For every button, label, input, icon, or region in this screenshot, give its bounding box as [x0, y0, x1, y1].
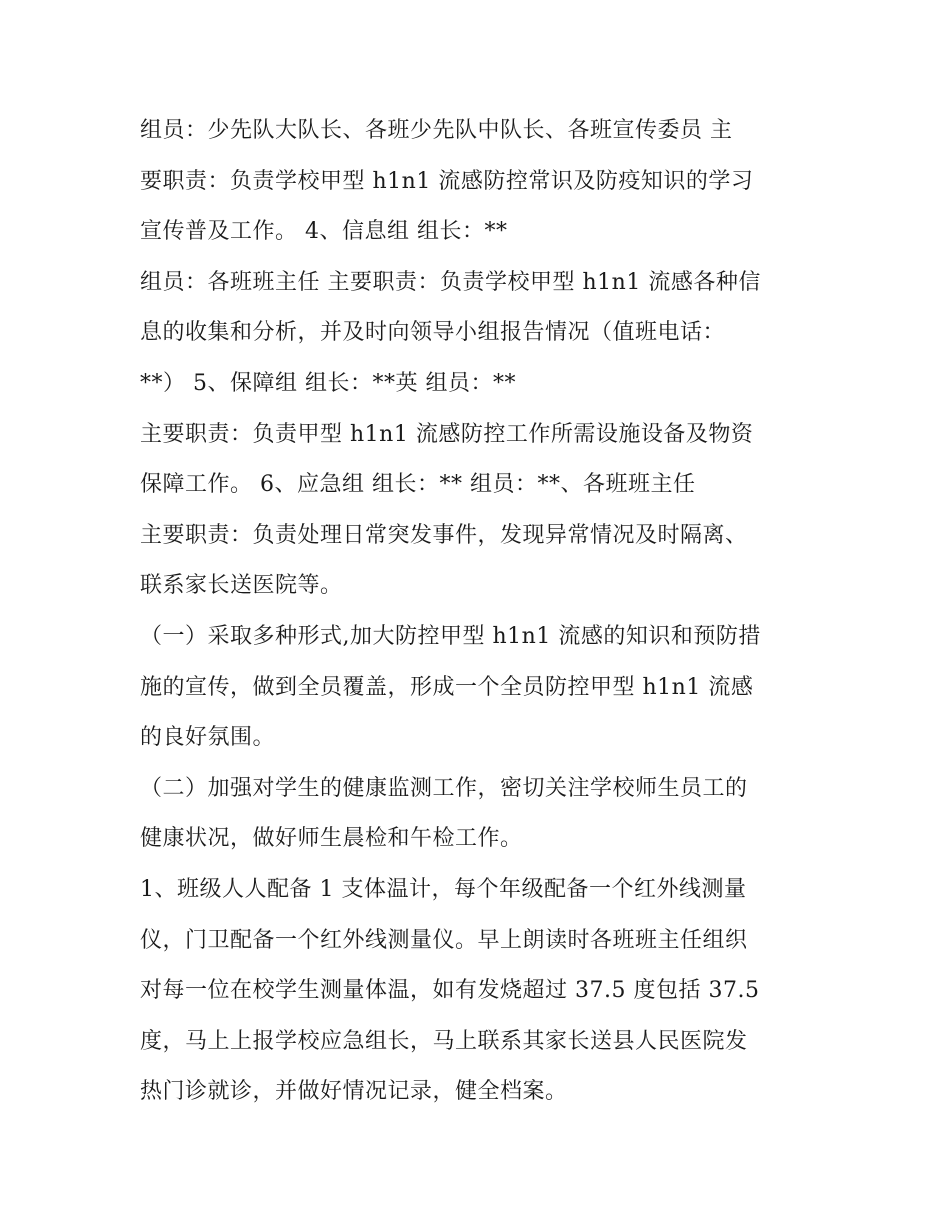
- text-line: 施的宣传，做到全员覆盖，形成一个全员防控甲型 h1n1 流感: [140, 674, 754, 700]
- text-line: 息的收集和分析，并及时向领导小组报告情况（值班电话：: [140, 320, 726, 346]
- text-line: 对每一位在校学生测量体温，如有发烧超过 37.5 度包括 37.5: [140, 978, 760, 1004]
- text-line: 的良好氛围。: [140, 725, 276, 751]
- text-line: 组员：各班班主任 主要职责：负责学校甲型 h1n1 流感各种信: [140, 269, 761, 295]
- text-line: （二）加强对学生的健康监测工作，密切关注学校师生员工的: [140, 775, 748, 801]
- text-line: 度，马上上报学校应急组长，马上联系其家长送县人民医院发: [140, 1028, 748, 1054]
- text-line: **） 5、保障组 组长：**英 组员：**: [140, 370, 516, 396]
- text-line: 联系家长送医院等。: [140, 573, 343, 599]
- text-line: 宣传普及工作。 4、信息组 组长：**: [140, 219, 508, 245]
- text-line: 健康状况，做好师生晨检和午检工作。: [140, 826, 523, 852]
- text-line: 要职责：负责学校甲型 h1n1 流感防控常识及防疫知识的学习: [140, 168, 754, 194]
- text-line: （一）采取多种形式,加大防控甲型 h1n1 流感的知识和预防措: [140, 623, 761, 649]
- text-line: 1、班级人人配备 1 支体温计，每个年级配备一个红外线测量: [140, 876, 747, 902]
- text-line: 仪，门卫配备一个红外线测量仪。早上朗读时各班班主任组织: [140, 927, 748, 953]
- text-line: 组员：少先队大队长、各班少先队中队长、各班宣传委员 主: [140, 118, 733, 143]
- text-line: 热门诊就诊，并做好情况记录，健全档案。: [140, 1079, 568, 1105]
- document-body: [140, 106, 830, 1118]
- text-line: 主要职责：负责甲型 h1n1 流感防控工作所需设施设备及物资: [140, 421, 754, 447]
- text-line: 主要职责：负责处理日常突发事件，发现异常情况及时隔离、: [140, 522, 748, 548]
- text-line: 保障工作。 6、应急组 组长：** 组员：**、各班班主任: [140, 472, 696, 498]
